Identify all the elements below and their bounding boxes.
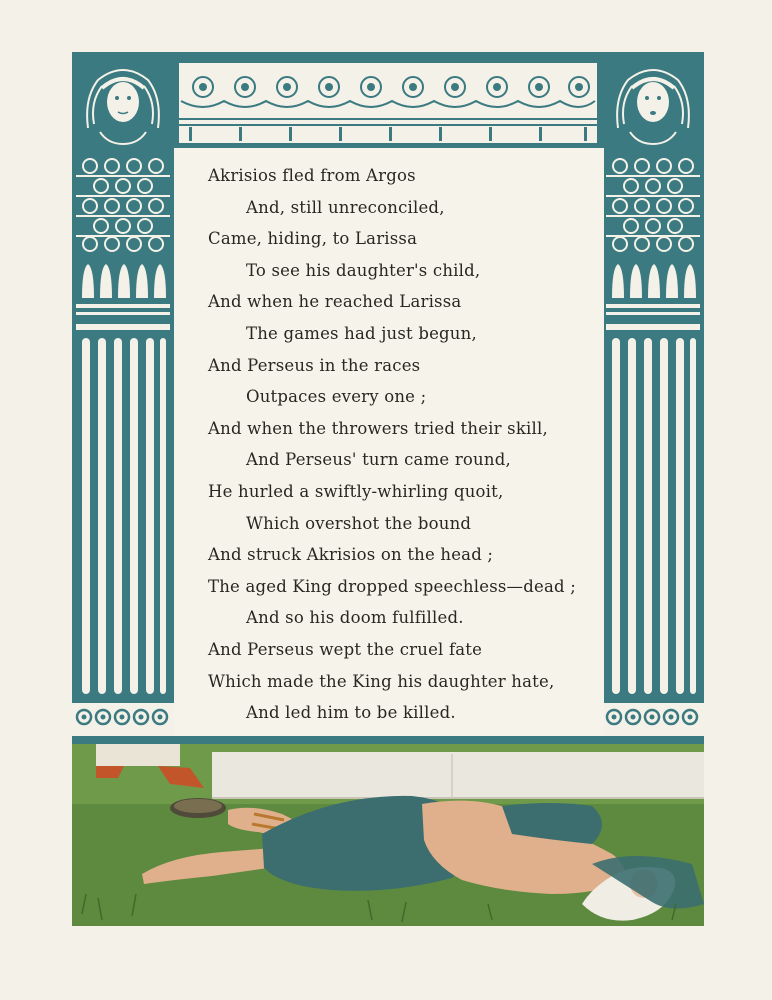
poem-line: He hurled a swiftly-whirling quoit, xyxy=(208,481,504,501)
face-medallion-icon xyxy=(78,58,168,148)
fluted-column xyxy=(76,324,170,694)
poem-line: Which made the King his daughter hate, xyxy=(208,671,555,691)
rosette-band xyxy=(602,700,704,740)
poem-line: And when the throwers tried their skill, xyxy=(208,418,548,438)
poem xyxy=(208,160,608,729)
palmette-band xyxy=(606,258,700,320)
poem-line: And, still unreconciled, xyxy=(246,197,445,217)
frieze-ornament xyxy=(179,57,597,143)
poem-line: And Perseus in the races xyxy=(208,355,421,375)
poem-line: And struck Akrisios on the head ; xyxy=(208,545,494,565)
poem-line: And led him to be killed. xyxy=(246,703,456,723)
poem-line: And Perseus' turn came round, xyxy=(246,450,511,470)
frieze-band xyxy=(174,52,602,148)
poem-line: And so his doom fulfilled. xyxy=(246,608,464,628)
rosette-row-icon xyxy=(72,703,174,731)
frame-base-rule xyxy=(72,736,704,744)
rosette-row-icon xyxy=(602,703,704,731)
poem-line: Outpaces every one ; xyxy=(246,387,427,407)
right-pillar xyxy=(602,52,704,742)
face-medallion-icon xyxy=(608,58,698,148)
rosette-band xyxy=(72,700,174,740)
poem-line: To see his daughter's child, xyxy=(246,260,481,280)
poem-line: The aged King dropped speechless—dead ; xyxy=(208,576,576,596)
poem-line: And Perseus wept the cruel fate xyxy=(208,639,483,659)
lattice-panel xyxy=(606,154,700,254)
poem-line: Which overshot the bound xyxy=(246,513,472,533)
fluted-column xyxy=(606,324,700,694)
poem-line: Akrisios fled from Argos xyxy=(208,166,416,185)
fallen-king-illustration xyxy=(72,744,704,926)
lattice-panel xyxy=(76,154,170,254)
poem-line: And when he reached Larissa xyxy=(208,292,462,312)
left-pillar xyxy=(72,52,174,742)
scene-drawing xyxy=(72,744,704,926)
palmette-band xyxy=(76,258,170,320)
poem-line: Came, hiding, to Larissa xyxy=(208,229,418,249)
poem-line: The games had just begun, xyxy=(246,323,477,343)
